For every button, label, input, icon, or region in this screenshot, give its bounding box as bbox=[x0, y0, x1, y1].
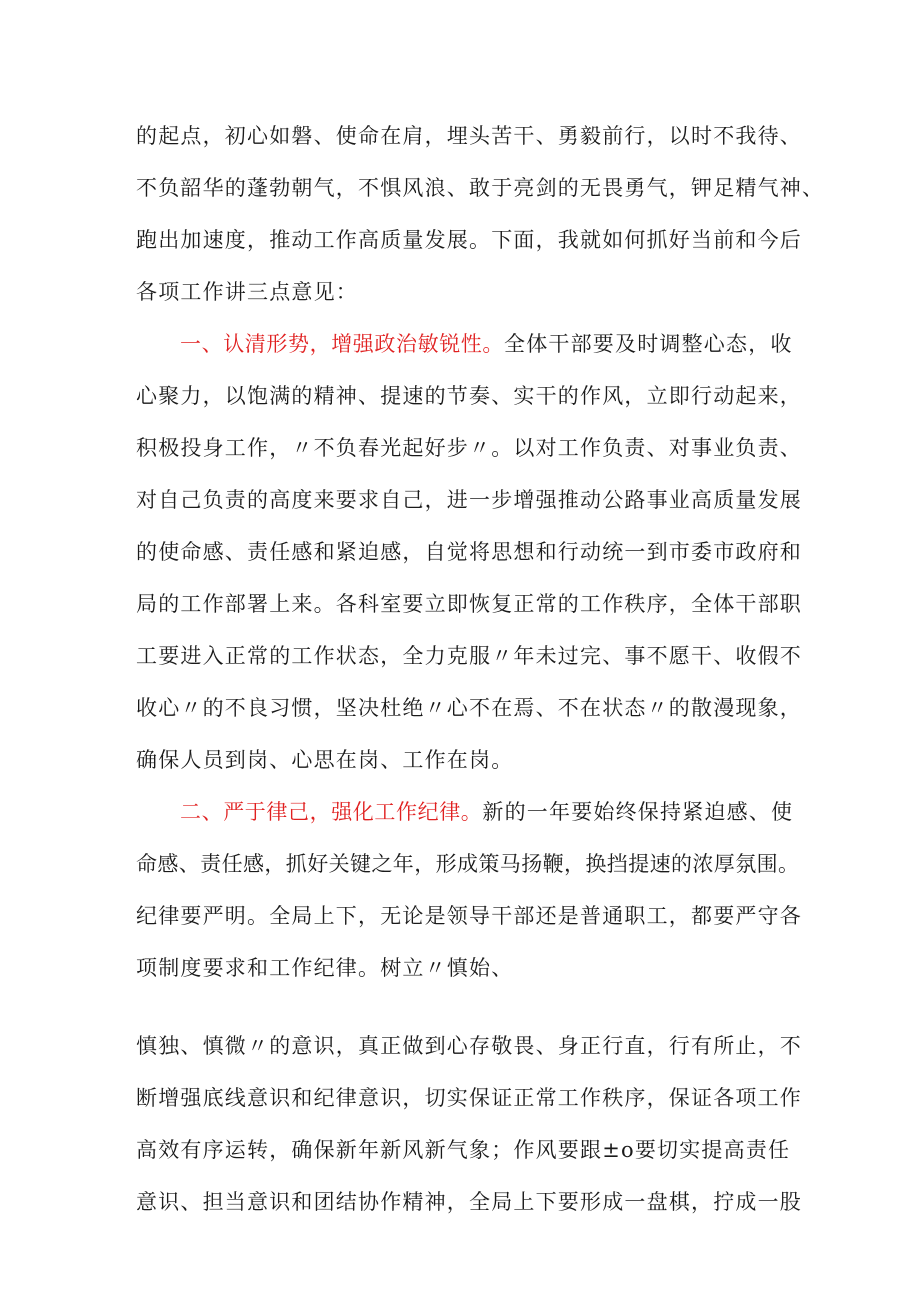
paragraph-line: 的使命感、责任感和紧迫感，自觉将思想和行动统一到市委市政府和 bbox=[136, 540, 802, 564]
paragraph-line: 的起点，初心如磐、使命在肩，埋头苦干、勇毅前行，以时不我待、 bbox=[136, 124, 802, 148]
paragraph-line: 慎独、慎微〃的意识，真正做到心存敬畏、身正行直，行有所止，不 bbox=[136, 1034, 802, 1058]
paragraph-line: 断增强底线意识和纪律意识，切实保证正常工作秩序，保证各项工作 bbox=[136, 1086, 802, 1110]
paragraph-line: 纪律要严明。全局上下，无论是领导干部还是普通职工，都要严守各 bbox=[136, 904, 802, 928]
paragraph-line: 积极投身工作，〃不负春光起好步〃。以对工作负责、对事业负责、 bbox=[136, 436, 802, 460]
section-1-heading: 一、认清形势，增强政治敏锐性。 bbox=[180, 332, 504, 356]
paragraph-line: 确保人员到岗、心思在岗、工作在岗。 bbox=[136, 748, 514, 772]
paragraph-line: 心聚力，以饱满的精神、提速的节奏、实干的作风，立即行动起来， bbox=[136, 384, 802, 408]
paragraph-line: 命感、责任感，抓好关键之年，形成策马扬鞭，换挡提速的浓厚氛围。 bbox=[136, 852, 800, 876]
paragraph-line: 收心〃的不良习惯，坚决杜绝〃心不在焉、不在状态〃的散漫现象， bbox=[136, 696, 802, 720]
paragraph-line: 各项工作讲三点意见： bbox=[136, 280, 358, 304]
section-2-first-line-text: 新的一年要始终保持紧迫感、使 bbox=[482, 800, 794, 824]
paragraph-line: 项制度要求和工作纪律。树立〃慎始、 bbox=[136, 956, 514, 980]
section-2-heading: 二、严于律己，强化工作纪律。 bbox=[180, 800, 483, 824]
paragraph-line: 高效有序运转，确保新年新风新气象；作风要跟±o要切实提高责任 bbox=[136, 1138, 791, 1162]
section-1-first-line bbox=[180, 329, 793, 359]
paragraph-line: 工要进入正常的工作状态，全力克服〃年未过完、事不愿干、收假不 bbox=[136, 644, 802, 668]
paragraph-line: 不负韶华的蓬勃朝气，不惧风浪、敢于亮剑的无畏勇气，钾足精气神、 bbox=[136, 176, 825, 200]
paragraph-line: 意识、担当意识和团结协作精神，全局上下要形成一盘棋，拧成一股 bbox=[136, 1190, 802, 1214]
paragraph-line: 跑出加速度，推动工作高质量发展。下面，我就如何抓好当前和今后 bbox=[136, 228, 802, 252]
paragraph-line: 局的工作部署上来。各科室要立即恢复正常的工作秩序，全体干部职 bbox=[136, 592, 802, 616]
paragraph-line: 对自己负责的高度来要求自己，进一步增强推动公路事业高质量发展 bbox=[136, 488, 802, 512]
section-1-first-line-text: 全体干部要及时调整心态，收 bbox=[504, 332, 793, 356]
section-2-first-line bbox=[180, 797, 793, 827]
